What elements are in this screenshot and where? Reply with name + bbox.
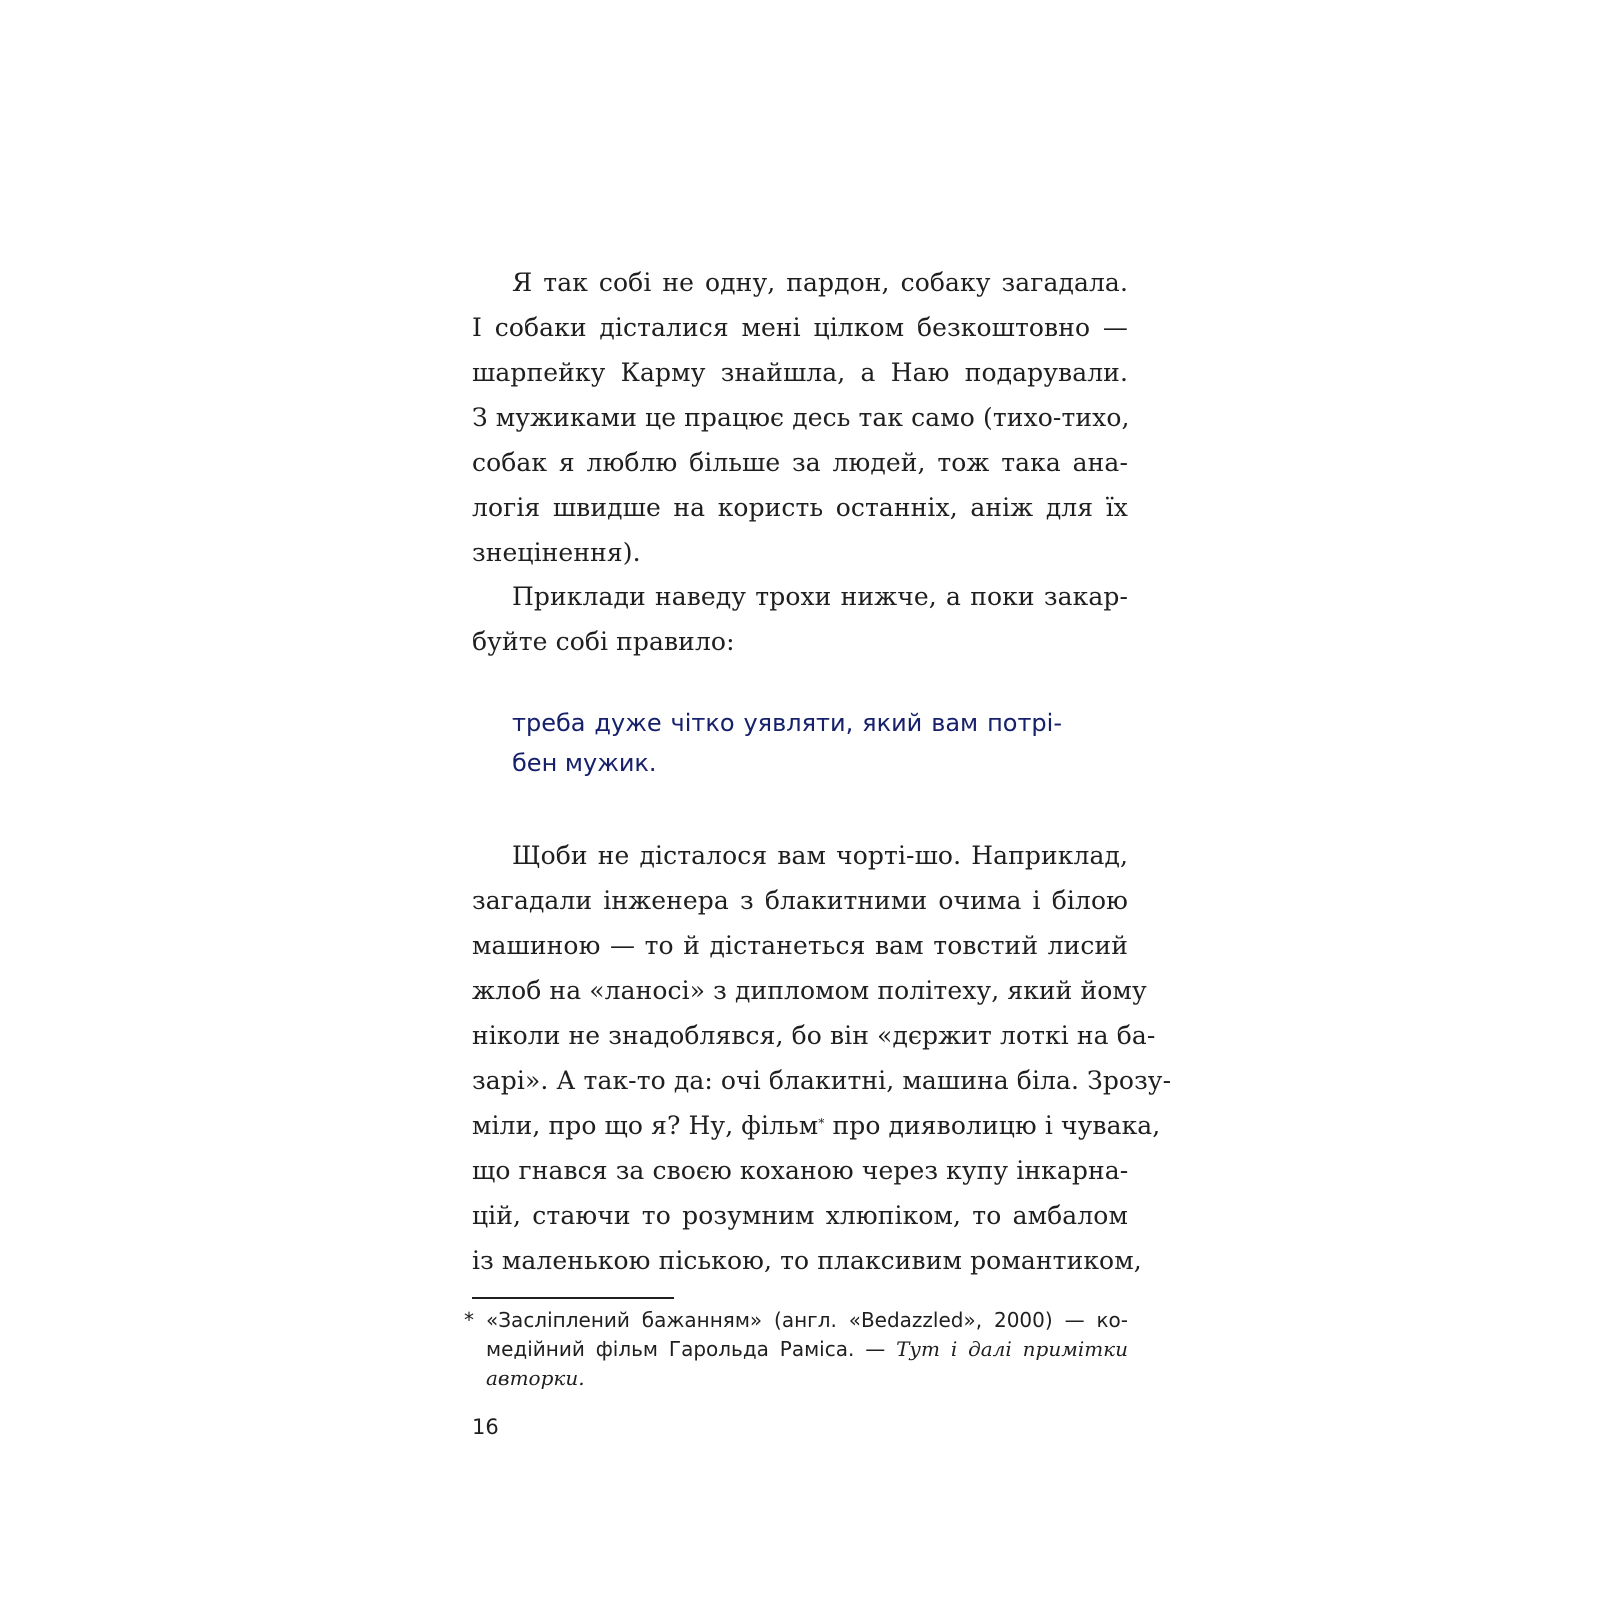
paragraph-line: машиною — то й дістанеться вам товстий лисий bbox=[472, 931, 1128, 960]
paragraph-line: собак я люблю більше за людей, тож така ана- bbox=[472, 448, 1128, 477]
paragraph-line: І собаки дісталися мені цілком безкоштовно — bbox=[472, 313, 1128, 342]
paragraph-line: зарі». А так-то да: очі блакитні, машина біла. Зрозу- bbox=[472, 1066, 1172, 1095]
paragraph-line: жлоб на «ланосі» з дипломом політеху, який йому bbox=[472, 976, 1147, 1005]
paragraph-2 bbox=[472, 574, 1128, 664]
footnote-star: * bbox=[464, 1308, 474, 1332]
paragraph-line: З мужиками це працює десь так само (тихо-тихо, bbox=[472, 403, 1130, 432]
footnote-line bbox=[486, 1335, 1128, 1364]
line-text-start: міли, про що я? Ну, фільм bbox=[472, 1111, 819, 1140]
highlight-line: бен мужик. bbox=[512, 749, 657, 777]
footnote-divider bbox=[472, 1297, 674, 1299]
paragraph-line: Я так собі не одну, пардон, собаку загадала. bbox=[512, 268, 1128, 297]
highlight-line: треба дуже чітко уявляти, який вам потрі- bbox=[512, 709, 1062, 737]
paragraph-1 bbox=[472, 260, 1128, 575]
footnote-reference[interactable]: * bbox=[818, 1116, 825, 1130]
paragraph-line: логія швидше на користь останніх, аніж для їх bbox=[472, 493, 1128, 522]
paragraph-line: знецінення). bbox=[472, 538, 641, 567]
highlighted-rule bbox=[512, 703, 1062, 783]
paragraph-line: буйте собі правило: bbox=[472, 627, 735, 656]
footnote-italic-text: авторки. bbox=[486, 1366, 585, 1390]
paragraph-line-with-footnote bbox=[472, 1103, 1161, 1148]
paragraph-line: загадали інженера з блакитними очима і білою bbox=[472, 886, 1128, 915]
footnote-line: «Засліплений бажанням» (англ. «Bedazzled», 2000) — ко- bbox=[486, 1308, 1128, 1332]
paragraph-line: що гнався за своєю коханою через купу інкарна- bbox=[472, 1156, 1129, 1185]
paragraph-line: шарпейку Карму знайшла, а Наю подарували. bbox=[472, 358, 1128, 387]
paragraph-line: Щоби не дісталося вам чорті-шо. Наприклад, bbox=[512, 841, 1128, 870]
paragraph-line: Приклади наведу трохи нижче, а поки закар- bbox=[512, 582, 1128, 611]
paragraph-line: ніколи не знадоблявся, бо він «дєржит лоткі на ба- bbox=[472, 1021, 1156, 1050]
page-number: 16 bbox=[472, 1415, 499, 1439]
paragraph-line: цій, стаючи то розумним хлюпіком, то амбалом bbox=[472, 1201, 1128, 1230]
footnote-line bbox=[486, 1364, 1128, 1393]
line-text-end: про дияволицю і чувака, bbox=[824, 1111, 1161, 1140]
footnote bbox=[464, 1306, 1128, 1393]
footnote-italic-text: Тут і далі примітки bbox=[896, 1337, 1128, 1361]
footnote-body bbox=[486, 1306, 1128, 1393]
paragraph-line: із маленькою піською, то плаксивим романтиком, bbox=[472, 1246, 1142, 1275]
footnote-plain-text: медійний фільм Гарольда Раміса. — bbox=[486, 1337, 897, 1361]
paragraph-3 bbox=[472, 833, 1172, 1283]
